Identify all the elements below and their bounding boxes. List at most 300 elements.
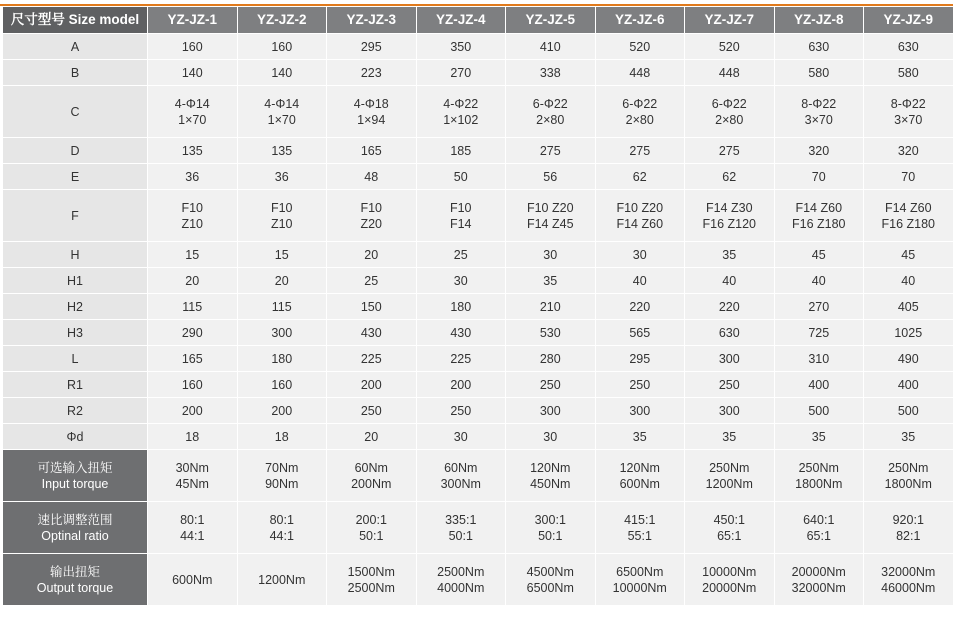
cell-value: F14 Z60 F16 Z180 — [791, 200, 846, 231]
table-cell — [506, 34, 596, 60]
cell-value: 530 — [539, 325, 561, 340]
cell-value: 210 — [539, 299, 561, 314]
cell-value: 160 — [181, 39, 203, 54]
cell-value: 430 — [450, 325, 472, 340]
table-cell — [685, 372, 775, 398]
cell-value: 36 — [274, 169, 289, 184]
table-row — [3, 60, 954, 86]
cell-value: 4500Nm 6500Nm — [526, 564, 574, 595]
table-cell — [327, 60, 417, 86]
table-cell — [774, 86, 864, 138]
cell-value: 220 — [718, 299, 740, 314]
cell-value: 35 — [901, 429, 916, 444]
cell-value: 30 — [453, 273, 468, 288]
cell-value: 30 — [543, 429, 558, 444]
cell-value: 40 — [901, 273, 916, 288]
table-cell — [237, 294, 327, 320]
cell-value: 30Nm 45Nm — [175, 460, 209, 491]
cell-value: 135 — [181, 143, 203, 158]
table-cell — [685, 242, 775, 268]
table-cell — [327, 268, 417, 294]
table-cell — [506, 60, 596, 86]
table-cell — [685, 164, 775, 190]
cell-value: 275 — [718, 143, 740, 158]
table-cell — [148, 424, 238, 450]
cell-value: F10 Z20 F14 Z60 — [616, 200, 664, 231]
table-cell — [148, 138, 238, 164]
cell-value: 18 — [185, 429, 200, 444]
table-cell — [327, 34, 417, 60]
cell-value: 250Nm 1800Nm — [884, 460, 932, 491]
table-cell — [148, 242, 238, 268]
cell-value: 290 — [181, 325, 203, 340]
cell-value: 8-Φ22 3×70 — [801, 96, 837, 127]
table-cell — [774, 164, 864, 190]
table-cell — [774, 502, 864, 554]
cell-value: 300 — [271, 325, 293, 340]
table-cell — [416, 372, 506, 398]
table-cell — [595, 372, 685, 398]
cell-value: 250 — [450, 403, 472, 418]
table-cell — [237, 320, 327, 346]
cell-value: 25 — [364, 273, 379, 288]
cell-value: 320 — [897, 143, 919, 158]
row-label-text: C — [70, 104, 80, 119]
table-row — [3, 502, 954, 554]
cell-value: 35 — [811, 429, 826, 444]
table-cell — [685, 502, 775, 554]
table-row — [3, 268, 954, 294]
table-cell — [685, 424, 775, 450]
cell-value: 920:1 82:1 — [892, 512, 924, 543]
cell-value: 450:1 65:1 — [713, 512, 745, 543]
table-cell — [864, 502, 954, 554]
table-cell — [774, 34, 864, 60]
table-cell — [416, 164, 506, 190]
cell-value: 160 — [271, 39, 293, 54]
cell-value: 400 — [897, 377, 919, 392]
cell-value: 335:1 50:1 — [445, 512, 477, 543]
table-cell — [774, 320, 864, 346]
row-label — [3, 372, 148, 398]
table-body — [3, 34, 954, 606]
cell-value: 25 — [453, 247, 468, 262]
cell-value: 48 — [364, 169, 379, 184]
cell-value: 448 — [718, 65, 740, 80]
cell-value: 300:1 50:1 — [534, 512, 566, 543]
table-cell — [416, 502, 506, 554]
cell-value: 310 — [808, 351, 830, 366]
table-cell — [595, 424, 685, 450]
table-cell — [864, 294, 954, 320]
table-cell — [595, 320, 685, 346]
table-cell — [148, 164, 238, 190]
table-cell — [595, 346, 685, 372]
table-cell — [685, 268, 775, 294]
cell-value: 115 — [182, 299, 203, 314]
table-cell — [506, 372, 596, 398]
table-cell — [595, 554, 685, 606]
cell-value: 300 — [718, 403, 740, 418]
cell-value: 150 — [360, 299, 382, 314]
table-cell — [506, 138, 596, 164]
table-cell — [237, 268, 327, 294]
cell-value: 250Nm 1800Nm — [795, 460, 843, 491]
row-label — [3, 242, 148, 268]
table-cell — [595, 398, 685, 424]
cell-value: F14 Z30 F16 Z120 — [702, 200, 756, 231]
cell-value: 15 — [274, 247, 289, 262]
table-cell — [595, 294, 685, 320]
cell-value: 500 — [808, 403, 830, 418]
cell-value: 20 — [185, 273, 200, 288]
table-cell — [148, 554, 238, 606]
table-cell — [506, 320, 596, 346]
table-cell — [506, 424, 596, 450]
cell-value: 4-Φ14 1×70 — [264, 96, 300, 127]
cell-value: 415:1 55:1 — [624, 512, 656, 543]
table-cell — [774, 60, 864, 86]
table-cell — [774, 294, 864, 320]
table-cell — [864, 34, 954, 60]
cell-value: 20 — [364, 247, 379, 262]
cell-value: 250 — [539, 377, 561, 392]
model-header: YZ-JZ-2 — [237, 7, 327, 34]
table-cell — [327, 320, 417, 346]
table-row — [3, 164, 954, 190]
cell-value: 275 — [629, 143, 651, 158]
cell-value: 430 — [360, 325, 382, 340]
table-cell — [774, 398, 864, 424]
table-row — [3, 346, 954, 372]
table-cell — [864, 450, 954, 502]
cell-value: 45 — [811, 247, 826, 262]
table-cell — [148, 372, 238, 398]
table-cell — [864, 164, 954, 190]
cell-value: 35 — [722, 429, 737, 444]
table-cell — [685, 554, 775, 606]
table-cell — [327, 242, 417, 268]
table-cell — [237, 164, 327, 190]
table-row — [3, 138, 954, 164]
table-cell — [506, 268, 596, 294]
cell-value: 140 — [181, 65, 203, 80]
cell-value: 600Nm — [172, 572, 213, 587]
table-cell — [506, 346, 596, 372]
cell-value: F10 Z20 — [360, 200, 383, 231]
row-label-text: B — [70, 65, 80, 80]
table-cell — [774, 372, 864, 398]
cell-value: 200 — [360, 377, 382, 392]
table-cell — [416, 450, 506, 502]
table-cell — [148, 294, 238, 320]
cell-value: 270 — [450, 65, 472, 80]
table-cell — [506, 554, 596, 606]
cell-value: 338 — [539, 65, 561, 80]
table-cell — [416, 554, 506, 606]
cell-value: 200 — [450, 377, 472, 392]
cell-value: 30 — [632, 247, 647, 262]
table-cell — [416, 34, 506, 60]
table-cell — [774, 554, 864, 606]
table-row — [3, 372, 954, 398]
cell-value: F10 Z10 — [270, 200, 293, 231]
row-label-text: H2 — [67, 299, 83, 314]
table-cell — [685, 398, 775, 424]
cell-value: 270 — [808, 299, 830, 314]
table-cell — [416, 60, 506, 86]
table-cell — [595, 164, 685, 190]
cell-value: 30 — [453, 429, 468, 444]
table-cell — [864, 372, 954, 398]
table-row — [3, 190, 954, 242]
table-cell — [506, 86, 596, 138]
table-cell — [685, 320, 775, 346]
table-cell — [416, 346, 506, 372]
row-label-text: A — [70, 39, 80, 54]
table-cell — [506, 294, 596, 320]
cell-value: 35 — [632, 429, 647, 444]
cell-value: 580 — [897, 65, 919, 80]
row-label — [3, 346, 148, 372]
cell-value: 200 — [181, 403, 203, 418]
table-cell — [506, 450, 596, 502]
table-row — [3, 34, 954, 60]
cell-value: 20 — [274, 273, 289, 288]
cell-value: 223 — [360, 65, 382, 80]
table-cell — [148, 86, 238, 138]
table-row — [3, 554, 954, 606]
row-label — [3, 268, 148, 294]
cell-value: 120Nm 600Nm — [619, 460, 660, 491]
table-cell — [774, 242, 864, 268]
cell-value: 18 — [274, 429, 289, 444]
cell-value: 36 — [185, 169, 200, 184]
row-label — [3, 294, 148, 320]
table-cell — [237, 424, 327, 450]
cell-value: 40 — [811, 273, 826, 288]
table-cell — [327, 424, 417, 450]
table-cell — [506, 502, 596, 554]
cell-value: 35 — [722, 247, 737, 262]
row-label — [3, 554, 148, 606]
cell-value: 350 — [450, 39, 472, 54]
table-cell — [506, 398, 596, 424]
cell-value: 630 — [808, 39, 830, 54]
cell-value: 250 — [629, 377, 651, 392]
cell-value: 35 — [543, 273, 558, 288]
table-cell — [148, 398, 238, 424]
row-label-text: H3 — [67, 325, 83, 340]
cell-value: 250 — [360, 403, 382, 418]
row-label-text: F — [71, 208, 79, 223]
row-label — [3, 320, 148, 346]
table-cell — [327, 346, 417, 372]
table-cell — [327, 164, 417, 190]
cell-value: 520 — [629, 39, 651, 54]
table-cell — [327, 502, 417, 554]
table-cell — [237, 138, 327, 164]
table-cell — [864, 346, 954, 372]
row-label — [3, 60, 148, 86]
table-cell — [237, 372, 327, 398]
table-cell — [237, 502, 327, 554]
table-cell — [864, 268, 954, 294]
table-cell — [774, 346, 864, 372]
table-cell — [864, 554, 954, 606]
cell-value: 300 — [718, 351, 740, 366]
cell-value: 6500Nm 10000Nm — [612, 564, 667, 595]
cell-value: 4-Φ18 1×94 — [353, 96, 389, 127]
table-cell — [595, 34, 685, 60]
cell-value: F10 Z20 F14 Z45 — [526, 200, 574, 231]
table-cell — [506, 190, 596, 242]
cell-value: 630 — [718, 325, 740, 340]
cell-value: 160 — [271, 377, 293, 392]
row-label-text: R2 — [67, 403, 83, 418]
cell-value: 320 — [808, 143, 830, 158]
cell-value: F10 Z10 — [181, 200, 204, 231]
table-cell — [237, 346, 327, 372]
table-cell — [685, 346, 775, 372]
cell-value: 1500Nm 2500Nm — [347, 564, 395, 595]
cell-value: 62 — [722, 169, 737, 184]
cell-value: 2500Nm 4000Nm — [437, 564, 485, 595]
table-row — [3, 424, 954, 450]
cell-value: 200 — [271, 403, 293, 418]
row-label-text: L — [71, 351, 79, 366]
table-cell — [327, 294, 417, 320]
cell-value: 62 — [632, 169, 647, 184]
cell-value: 448 — [629, 65, 651, 80]
cell-value: 220 — [629, 299, 651, 314]
cell-value: 200:1 50:1 — [355, 512, 387, 543]
table-cell — [416, 398, 506, 424]
row-label-text: 速比调整范围 Optinal ratio — [37, 512, 113, 543]
cell-value: 70Nm 90Nm — [265, 460, 299, 491]
table-cell — [327, 86, 417, 138]
model-header: YZ-JZ-9 — [864, 7, 954, 34]
model-header: YZ-JZ-4 — [416, 7, 506, 34]
table-cell — [416, 294, 506, 320]
header-row — [3, 7, 954, 34]
table-cell — [864, 190, 954, 242]
table-cell — [864, 424, 954, 450]
cell-value: 4-Φ22 1×102 — [443, 96, 479, 127]
cell-value: 60Nm 300Nm — [440, 460, 481, 491]
cell-value: 630 — [897, 39, 919, 54]
cell-value: 280 — [539, 351, 561, 366]
table-cell — [237, 190, 327, 242]
cell-value: 490 — [897, 351, 919, 366]
table-cell — [416, 86, 506, 138]
row-label-text: R1 — [67, 377, 83, 392]
row-label — [3, 450, 148, 502]
cell-value: 400 — [808, 377, 830, 392]
table-cell — [685, 450, 775, 502]
table-cell — [595, 242, 685, 268]
cell-value: 135 — [271, 143, 293, 158]
table-cell — [416, 138, 506, 164]
table-cell — [595, 138, 685, 164]
cell-value: 6-Φ22 2×80 — [532, 96, 568, 127]
model-header: YZ-JZ-3 — [327, 7, 417, 34]
cell-value: 165 — [360, 143, 382, 158]
cell-value: 6-Φ22 2×80 — [622, 96, 658, 127]
cell-value: 70 — [811, 169, 826, 184]
cell-value: 60Nm 200Nm — [351, 460, 392, 491]
row-label-text: H1 — [67, 273, 83, 288]
model-header: YZ-JZ-5 — [506, 7, 596, 34]
cell-value: 180 — [450, 299, 472, 314]
row-label — [3, 502, 148, 554]
cell-value: 300 — [629, 403, 651, 418]
model-header: YZ-JZ-7 — [685, 7, 775, 34]
table-cell — [506, 164, 596, 190]
cell-value: 45 — [901, 247, 916, 262]
table-cell — [595, 268, 685, 294]
table-cell — [685, 34, 775, 60]
cell-value: 6-Φ22 2×80 — [711, 96, 747, 127]
table-cell — [148, 268, 238, 294]
table-cell — [864, 60, 954, 86]
table-cell — [864, 86, 954, 138]
corner-label: 尺寸型号 Size model — [3, 7, 148, 34]
cell-value: 295 — [629, 351, 651, 366]
cell-value: 1200Nm — [258, 572, 306, 587]
model-header: YZ-JZ-1 — [148, 7, 238, 34]
table-cell — [864, 138, 954, 164]
cell-value: 20 — [364, 429, 379, 444]
cell-value: 20000Nm 32000Nm — [791, 564, 846, 595]
table-cell — [237, 60, 327, 86]
cell-value: 30 — [543, 247, 558, 262]
table-cell — [416, 424, 506, 450]
cell-value: 185 — [450, 143, 472, 158]
table-cell — [148, 320, 238, 346]
row-label — [3, 86, 148, 138]
table-cell — [864, 320, 954, 346]
table-cell — [148, 346, 238, 372]
table-cell — [237, 34, 327, 60]
row-label-text: D — [70, 143, 80, 158]
table-cell — [327, 450, 417, 502]
row-label — [3, 34, 148, 60]
table-cell — [685, 60, 775, 86]
table-cell — [148, 34, 238, 60]
cell-value: 50 — [453, 169, 468, 184]
table-cell — [237, 242, 327, 268]
cell-value: 410 — [539, 39, 561, 54]
cell-value: 40 — [632, 273, 647, 288]
cell-value: 10000Nm 20000Nm — [702, 564, 757, 595]
cell-value: 40 — [722, 273, 737, 288]
table-cell — [148, 450, 238, 502]
size-model-table — [2, 6, 954, 606]
table-cell — [595, 450, 685, 502]
cell-value: 250 — [718, 377, 740, 392]
table-cell — [416, 190, 506, 242]
model-header: YZ-JZ-6 — [595, 7, 685, 34]
cell-value: 120Nm 450Nm — [530, 460, 571, 491]
table-row — [3, 398, 954, 424]
cell-value: 4-Φ14 1×70 — [174, 96, 210, 127]
table-row — [3, 450, 954, 502]
cell-value: 275 — [539, 143, 561, 158]
table-cell — [774, 268, 864, 294]
table-cell — [864, 398, 954, 424]
table-cell — [327, 554, 417, 606]
